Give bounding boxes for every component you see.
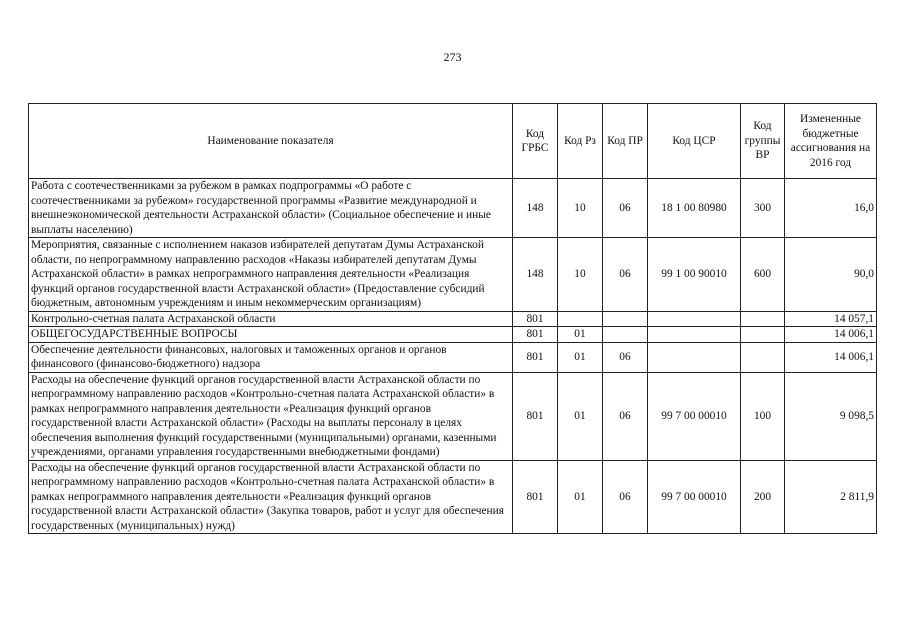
row-name: Работа с соотечественниками за рубежом в рамках подпрограммы «О работе с соотечественниками за рубежом» государственной программы «Развитие международной и внешнеэкономической деятельности Астраханской области» (Социальное обеспечение и иные выплаты населению) bbox=[29, 179, 513, 238]
table-row bbox=[29, 372, 877, 460]
row-rz: 01 bbox=[558, 372, 603, 460]
row-csr: 99 7 00 00010 bbox=[648, 372, 741, 460]
row-rz: 01 bbox=[558, 460, 603, 534]
row-rz: 01 bbox=[558, 327, 603, 343]
row-csr: 99 1 00 90010 bbox=[648, 238, 741, 312]
table-row bbox=[29, 327, 877, 343]
row-vr: 300 bbox=[741, 179, 785, 238]
header-name: Наименование показателя bbox=[29, 104, 513, 179]
row-vr bbox=[741, 311, 785, 327]
row-grbs: 148 bbox=[513, 179, 558, 238]
row-grbs: 801 bbox=[513, 342, 558, 372]
row-rz: 10 bbox=[558, 179, 603, 238]
budget-table bbox=[28, 103, 877, 534]
row-grbs: 801 bbox=[513, 372, 558, 460]
header-grbs: Код ГРБС bbox=[513, 104, 558, 179]
table-row bbox=[29, 342, 877, 372]
row-rz bbox=[558, 311, 603, 327]
row-name: Мероприятия, связанные с исполнением наказов избирателей депутатам Думы Астраханской области, по непрограммному направлению расходов «Наказы избирателей депутатам Думы Астраханской области» в рамках непрограммного направления деятельности «Реализация функций органов государственной власти Астраханской области» (Предоставление субсидий бюджетным, автономным учреждениям и иным некоммерческим организациям) bbox=[29, 238, 513, 312]
row-vr bbox=[741, 327, 785, 343]
table-row bbox=[29, 460, 877, 534]
row-amount: 2 811,9 bbox=[785, 460, 877, 534]
page-number: 273 bbox=[443, 50, 462, 64]
row-pr bbox=[603, 311, 648, 327]
row-amount: 9 098,5 bbox=[785, 372, 877, 460]
header-rz: Код Рз bbox=[558, 104, 603, 179]
row-name: Обеспечение деятельности финансовых, налоговых и таможенных органов и органов финансового (финансово-бюджетного) надзора bbox=[29, 342, 513, 372]
row-amount: 14 057,1 bbox=[785, 311, 877, 327]
table-header-row bbox=[29, 104, 877, 179]
row-rz: 01 bbox=[558, 342, 603, 372]
row-name: Расходы на обеспечение функций органов государственной власти Астраханской области по непрограммному направлению расходов «Контрольно-счетная палата Астраханской области» в рамках непрограммного направления деятельности «Реализация функций органов государственной власти Астраханской области» (Расходы на выплаты персоналу в целях обеспечения выполнения функций государственными (муниципальными) органами, казенными учреждениями, органами управления государственными внебюджетными фондами) bbox=[29, 372, 513, 460]
row-pr: 06 bbox=[603, 460, 648, 534]
table-row bbox=[29, 179, 877, 238]
row-csr: 18 1 00 80980 bbox=[648, 179, 741, 238]
row-grbs: 801 bbox=[513, 311, 558, 327]
row-pr bbox=[603, 327, 648, 343]
row-amount: 16,0 bbox=[785, 179, 877, 238]
header-vr: Код группы ВР bbox=[741, 104, 785, 179]
row-grbs: 801 bbox=[513, 460, 558, 534]
row-name: Расходы на обеспечение функций органов государственной власти Астраханской области по непрограммному направлению расходов «Контрольно-счетная палата Астраханской области» в рамках непрограммного направления деятельности «Реализация функций органов государственной власти Астраханской области» (Закупка товаров, работ и услуг для обеспечения государственных (муниципальных) нужд) bbox=[29, 460, 513, 534]
row-name: ОБЩЕГОСУДАРСТВЕННЫЕ ВОПРОСЫ bbox=[29, 327, 513, 343]
header-pr: Код ПР bbox=[603, 104, 648, 179]
row-csr: 99 7 00 00010 bbox=[648, 460, 741, 534]
header-amount: Измененные бюджетные ассигнования на 2016 год bbox=[785, 104, 877, 179]
row-amount: 14 006,1 bbox=[785, 342, 877, 372]
row-vr: 600 bbox=[741, 238, 785, 312]
row-grbs: 801 bbox=[513, 327, 558, 343]
table-row bbox=[29, 238, 877, 312]
row-grbs: 148 bbox=[513, 238, 558, 312]
row-pr: 06 bbox=[603, 238, 648, 312]
row-vr: 200 bbox=[741, 460, 785, 534]
row-csr bbox=[648, 327, 741, 343]
row-csr bbox=[648, 311, 741, 327]
row-vr: 100 bbox=[741, 372, 785, 460]
header-csr: Код ЦСР bbox=[648, 104, 741, 179]
row-rz: 10 bbox=[558, 238, 603, 312]
table-row bbox=[29, 311, 877, 327]
row-pr: 06 bbox=[603, 372, 648, 460]
row-pr: 06 bbox=[603, 179, 648, 238]
row-pr: 06 bbox=[603, 342, 648, 372]
row-name: Контрольно-счетная палата Астраханской области bbox=[29, 311, 513, 327]
row-csr bbox=[648, 342, 741, 372]
row-vr bbox=[741, 342, 785, 372]
row-amount: 14 006,1 bbox=[785, 327, 877, 343]
row-amount: 90,0 bbox=[785, 238, 877, 312]
